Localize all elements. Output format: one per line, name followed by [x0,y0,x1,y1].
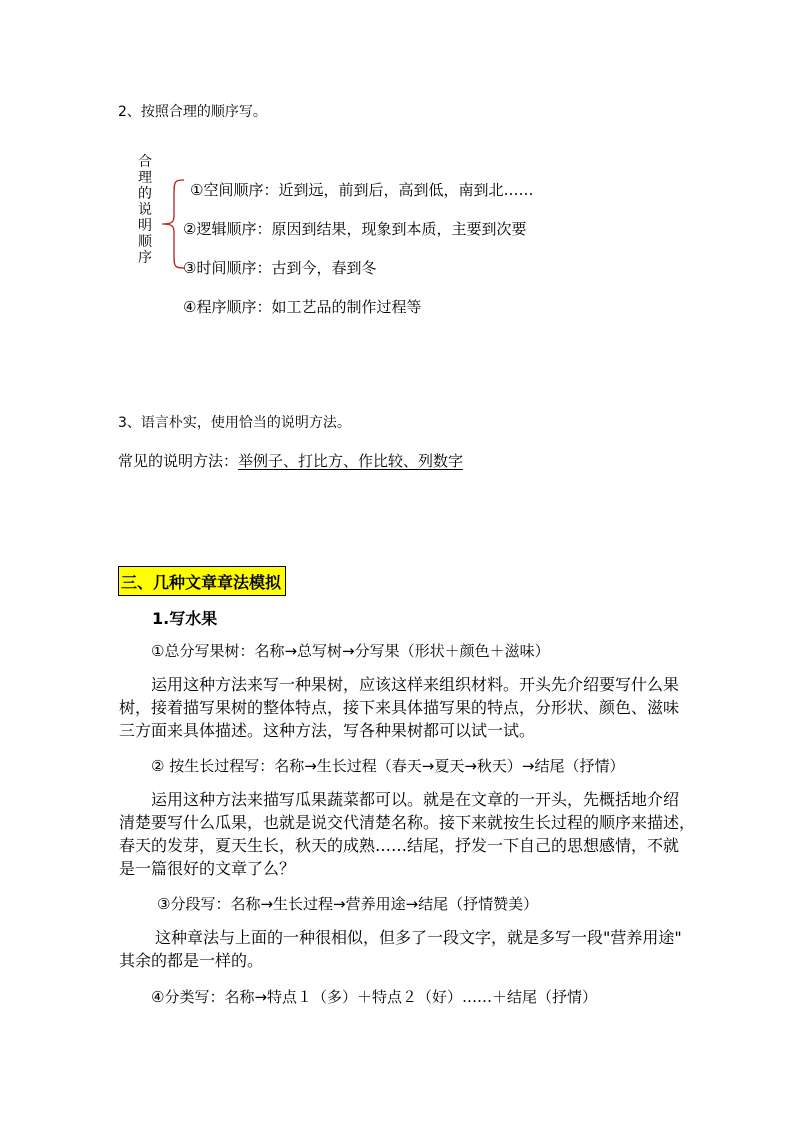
paragraph-line: 树，接着描写果树的整体特点，接下来具体描写果的特点，分形状、颜色、滋味 [119,698,680,717]
order-item-time: ③时间顺序：古到今，春到冬 [183,259,377,277]
paragraph-3 [119,926,682,972]
vertical-char: 的 [138,186,152,202]
pattern-2: ② 按生长过程写：名称→生长过程（春天→夏天→秋天）→结尾（抒情） [151,757,625,775]
order-item-procedure: ④程序顺序：如工艺品的制作过程等 [183,298,422,316]
order-item-spatial: ①空间顺序：近到远，前到后，高到低，南到北…… [190,181,534,199]
pattern-4: ④分类写：名称→特点１（多）＋特点２（好）……＋结尾（抒情） [151,988,598,1006]
paragraph-line: 运用这种方法来描写瓜果蔬菜都可以。就是在文章的一开头，先概括地介绍 [151,790,680,809]
paragraph-1 [119,673,679,742]
vertical-char: 理 [138,170,152,186]
methods-line [118,450,463,471]
vertical-char: 明 [138,218,152,234]
paragraph-line: 清楚要写什么瓜果，也就是说交代清楚名称。接下来就按生长过程的顺序来描述， [119,813,696,832]
paragraph-line: 三方面来具体描述。这种方法，写各种果树都可以试一试。 [119,721,536,740]
paragraph-line: 春天的发芽，夏天生长，秋天的成熟……结尾，抒发一下自己的思想感情，不就 [119,836,680,855]
section3-title: 3、语言朴实，使用恰当的说明方法。 [118,415,351,431]
section2-title: 2、按照合理的顺序写。 [118,104,267,120]
paragraph-line: 运用这种方法来写一种果树，应该这样来组织材料。开头先介绍要写什么果 [151,675,680,694]
methods-list: 举例子、打比方、作比较、列数字 [238,452,464,470]
pattern-1: ①总分写果树：名称→总写树→分写果（形状＋颜色＋滋味） [151,642,550,660]
sub-heading: 1.写水果 [152,609,218,628]
vertical-char: 序 [138,250,152,266]
paragraph-line: 这种章法与上面的一种很相似，但多了一段文字，就是多写一段"营养用途" [155,928,682,947]
vertical-char: 说 [138,202,152,218]
part3-heading: 三、几种文章章法模拟 [118,566,286,596]
paragraph-2 [119,788,695,880]
pattern-3: ③分段写：名称→生长过程→营养用途→结尾（抒情赞美） [157,895,539,913]
paragraph-line: 其余的都是一样的。 [119,951,264,970]
vertical-char: 顺 [138,234,152,250]
vertical-char: 合 [138,154,152,170]
paragraph-line: 是一篇很好的文章了么？ [119,859,296,878]
order-item-logical: ②逻辑顺序：原因到结果，现象到本质，主要到次要 [183,220,527,238]
methods-prefix: 常见的说明方法： [118,452,239,470]
